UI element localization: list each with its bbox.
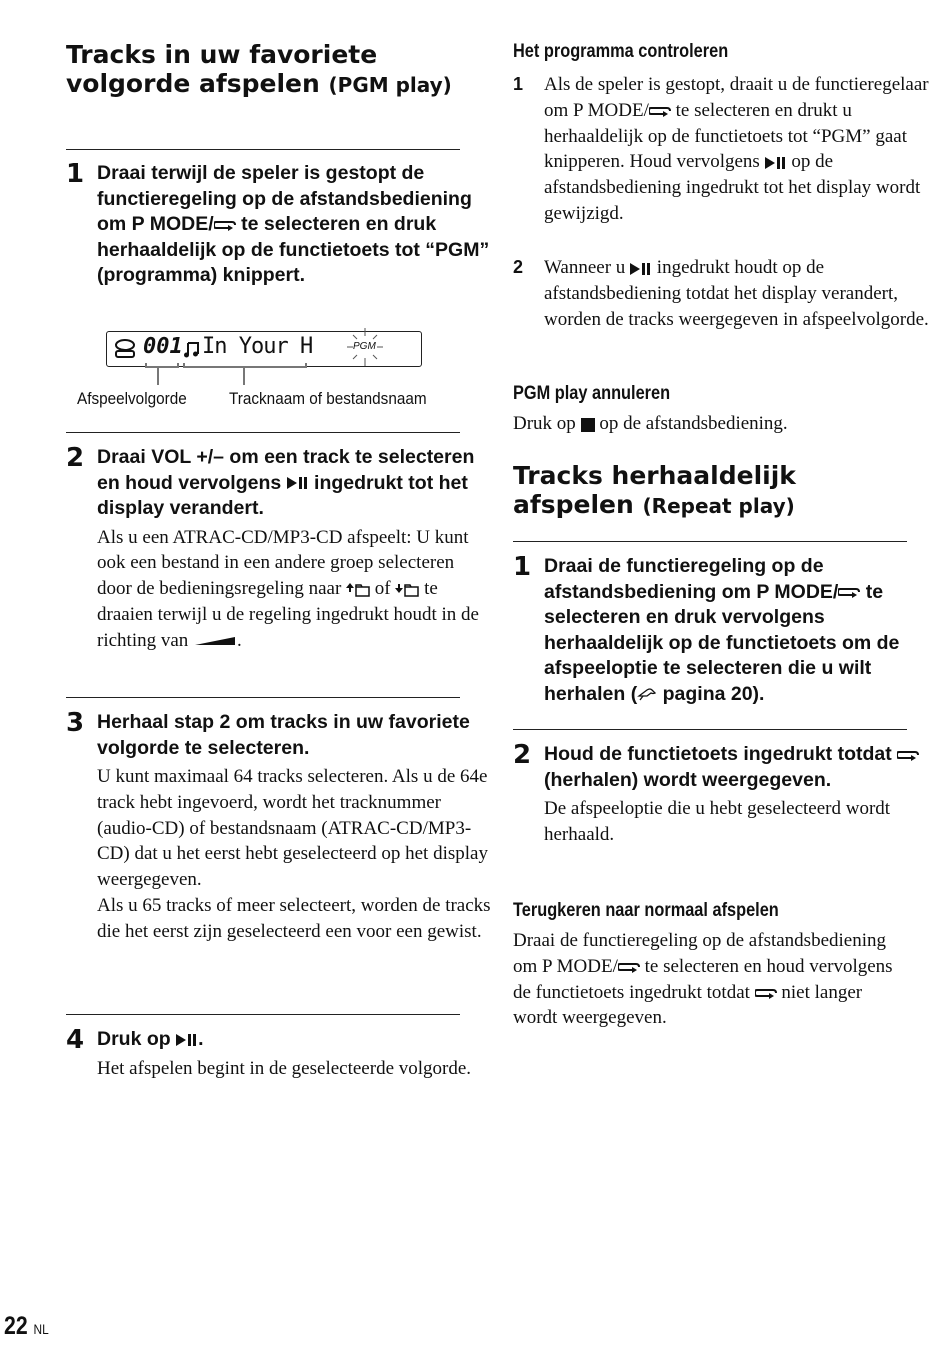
step-3-title: Herhaal stap 2 om tracks in uw favoriete volgorde te selecteren. [97, 711, 470, 759]
repeat-icon [214, 218, 236, 232]
repeat-heading-sub: (Repeat play) [642, 494, 795, 518]
check-item-1 [513, 72, 938, 227]
pgm-heading-sub: (PGM play) [328, 73, 452, 97]
divider [66, 697, 460, 698]
repeat-step-1-c: pagina 20). [657, 682, 765, 705]
item-number: 1 [513, 74, 524, 94]
language-code: NL [33, 1321, 49, 1337]
step-number: 1 [66, 159, 85, 189]
pgm-step-3 [66, 710, 491, 945]
repeat-step-1-b: te selecteren en druk vervolgens herhaaldelijk op de functietoets om de afspeeloptie te selecteren die u wilt herhalen ( [544, 580, 900, 705]
page-number-value: 22 [4, 1312, 28, 1340]
repeat-icon [897, 748, 919, 762]
cancel-pgm-text [513, 411, 907, 437]
repeat-section-heading [513, 461, 907, 521]
stop-icon [581, 418, 595, 432]
pgm-indicator: PGM [353, 341, 376, 352]
check-item-1-a: Als de speler is gestopt, draait u de functieregelaar om P MODE/ [544, 74, 929, 121]
pgm-step-2 [66, 445, 491, 653]
group-down-icon [395, 582, 419, 598]
step-4-title-b: . [198, 1028, 204, 1050]
music-note-icon [183, 341, 199, 359]
check-item-2-b: ingedrukt houdt op de afstandsbediening totdat het display verandert, worden de tracks weergegeven in afspeelvolgorde. [544, 257, 929, 330]
repeat-step-2-b: (herhalen) wordt weergegeven. [544, 768, 832, 791]
repeat-icon [838, 585, 860, 599]
pgm-step-4 [66, 1027, 491, 1081]
step-3-body-1: U kunt maximaal 64 tracks selecteren. Als u de 64e track hebt ingevoerd, wordt het tracknummer (audio-CD) of bestandsnaam (ATRAC-CD/MP3-CD) dat u het eerst hebt geselecteerd op het display weergegeven. [97, 766, 488, 891]
track-name-readout: In Your H [202, 334, 313, 359]
normal-play-text [513, 928, 907, 1031]
repeat-step-2-body: De afspeeloptie die u hebt geselecteerd wordt herhaald. [544, 798, 891, 845]
normal-c: niet langer wordt weergegeven. [513, 981, 863, 1029]
play-pause-icon [630, 262, 652, 276]
repeat-step-1-a: Draai de functieregeling op de afstandsbediening om P MODE/ [544, 555, 839, 603]
disc-icon [113, 339, 137, 359]
player-display-illustration [66, 331, 460, 421]
step-3-body-2: Als u 65 tracks of meer selecteert, worden de tracks die het eerst zijn geselecteerd een voor een gewist. [97, 894, 491, 942]
play-pause-icon [287, 476, 309, 490]
normal-b: te selecteren en houd vervolgens de functietoets ingedrukt totdat [513, 955, 893, 1003]
repeat-step-1 [513, 554, 938, 707]
step-1-title-a: Draai terwijl de speler is gestopt de functieregeling op de afstandsbediening om P MODE/ [97, 162, 472, 235]
play-pause-icon [176, 1033, 198, 1047]
step-4-title-a: Druk op [97, 1028, 177, 1050]
repeat-step-2-a: Houd de functietoets ingedrukt totdat [544, 743, 898, 765]
step-number: 4 [66, 1025, 85, 1055]
caption-play-order: Afspeelvolgorde [77, 389, 187, 408]
check-item-2 [513, 255, 938, 332]
step-4-body: Het afspelen begint in de geselecteerde volgorde. [97, 1057, 472, 1079]
step-number: 2 [513, 740, 532, 770]
step-number: 3 [66, 708, 85, 738]
repeat-heading-main: Tracks herhaaldelijk afspelen [513, 461, 796, 519]
step-number: 2 [66, 443, 85, 473]
normal-play-heading: Terugkeren naar normaal afspelen [513, 900, 779, 921]
divider [513, 541, 907, 542]
step-2-body-c: . [237, 629, 242, 651]
group-up-icon [346, 582, 370, 598]
step-2-body-of: of [370, 578, 396, 600]
repeat-icon [649, 104, 671, 118]
track-number-readout: 001 [143, 334, 183, 359]
divider [66, 432, 460, 433]
step-number: 1 [513, 552, 532, 582]
pgm-step-1 [66, 161, 491, 289]
repeat-icon [755, 986, 777, 1000]
step-2-body-b: te draaien terwijl u de regeling ingedrukt houdt in de richting van [97, 578, 479, 651]
caption-track-name: Tracknaam of bestandsnaam [229, 389, 427, 408]
repeat-step-2 [513, 742, 938, 848]
cancel-pgm-heading: PGM play annuleren [513, 383, 671, 404]
page-number [4, 1312, 49, 1341]
divider [66, 149, 460, 150]
check-item-2-a: Wanneer u [544, 257, 631, 278]
page-reference-icon [637, 686, 657, 702]
cancel-a: Druk op [513, 413, 581, 434]
check-item-1-b: te selecteren en drukt u herhaaldelijk op de functietoets tot “PGM” gaat knipperen. Houd vervolgens [544, 99, 907, 173]
press-direction-icon [193, 635, 237, 647]
divider [66, 1014, 460, 1015]
repeat-icon [618, 960, 640, 974]
step-1-title-b: te selecteren en druk herhaaldelijk op de functietoets tot “PGM” (programma) knippert. [97, 213, 490, 286]
step-2-title-a: Draai VOL +/– om een track te selecteren en houd vervolgens [97, 446, 475, 494]
play-pause-icon [765, 156, 787, 170]
item-number: 2 [513, 257, 524, 277]
callout-lines [66, 361, 460, 391]
normal-a: Draai de functieregeling op de afstandsbediening om P MODE/ [513, 930, 886, 977]
check-item-1-c: op de afstandsbediening ingedrukt tot het display wordt gewijzigd. [544, 151, 921, 224]
check-program-heading: Het programma controleren [513, 41, 729, 62]
cancel-b: op de afstandsbediening. [594, 413, 788, 434]
step-2-title-b: ingedrukt tot het display verandert. [97, 471, 468, 519]
pgm-section-heading [66, 40, 466, 100]
divider [513, 729, 907, 730]
step-2-body-a: Als u een ATRAC-CD/MP3-CD afspeelt: U kunt ook een bestand in een andere groep selecteren door de bedieningsregeling naar [97, 526, 469, 600]
pgm-heading-main: Tracks in uw favoriete volgorde afspelen [66, 40, 378, 98]
